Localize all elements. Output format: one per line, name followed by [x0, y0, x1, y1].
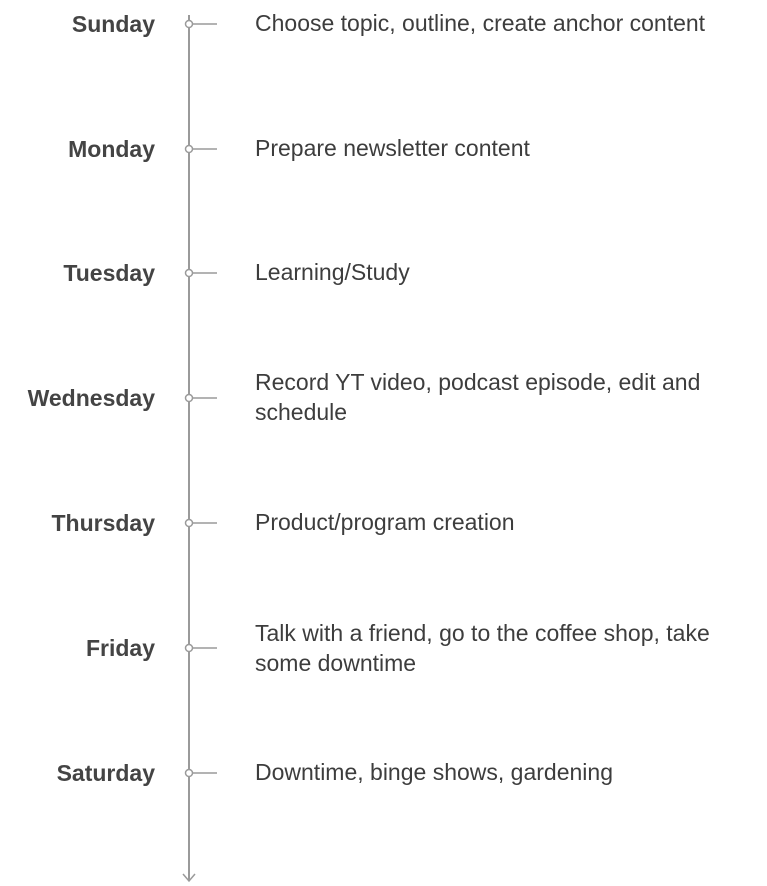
day-label-friday: Friday	[85, 635, 155, 661]
task-friday: Talk with a friend, go to the coffee shop, take some downtime	[255, 620, 710, 676]
task-wednesday: Record YT video, podcast episode, edit and schedule	[255, 369, 701, 425]
timeline-marker-wednesday	[186, 395, 193, 402]
task-monday: Prepare newsletter content	[255, 135, 530, 161]
day-label-wednesday: Wednesday	[27, 385, 155, 411]
task-thursday: Product/program creation	[255, 509, 515, 535]
day-label-sunday: Sunday	[71, 11, 155, 37]
task-sunday: Choose topic, outline, create anchor content	[255, 10, 706, 36]
task-saturday: Downtime, binge shows, gardening	[255, 759, 613, 785]
day-label-saturday: Saturday	[56, 760, 155, 786]
day-label-thursday: Thursday	[51, 510, 155, 536]
task-tuesday: Learning/Study	[255, 259, 410, 285]
timeline-marker-sunday	[186, 21, 193, 28]
timeline-marker-tuesday	[186, 270, 193, 277]
day-label-monday: Monday	[68, 136, 155, 162]
timeline-marker-friday	[186, 645, 193, 652]
timeline-marker-monday	[186, 146, 193, 153]
timeline-marker-saturday	[186, 770, 193, 777]
timeline-marker-thursday	[186, 520, 193, 527]
day-label-tuesday: Tuesday	[63, 260, 155, 286]
